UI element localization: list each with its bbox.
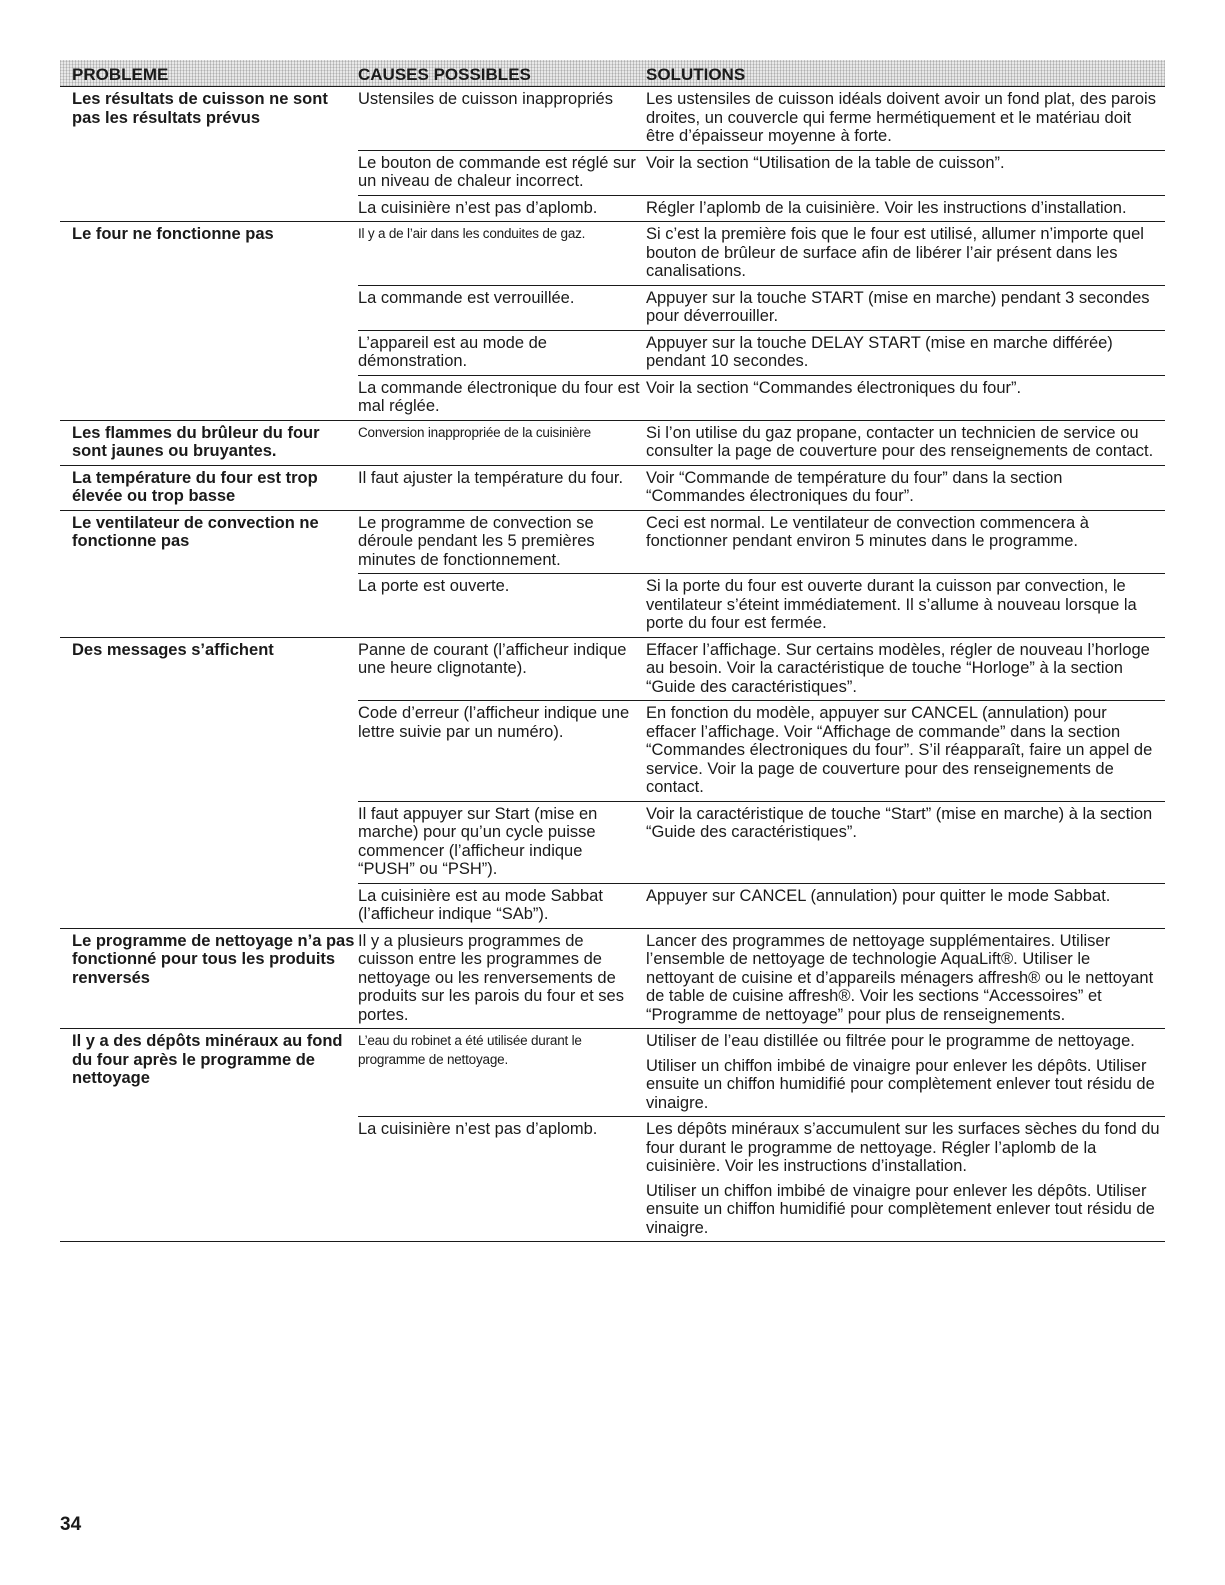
problem-cell: La température du four est trop élevée ou trop basse <box>72 468 318 505</box>
table-row <box>60 222 1165 421</box>
cause-solution-list <box>358 929 1165 1029</box>
solution-cell <box>646 225 1165 281</box>
solution-cell <box>646 1120 1165 1237</box>
solution-paragraph: Utiliser un chiffon imbibé de vinaigre pour enlever les dépôts. Utiliser ensuite un chiffon humidifié pour complètement enlever tout résidu de vinaigre. <box>646 1181 1155 1237</box>
cause-cell: Code d’erreur (l’afficheur indique une lettre suivie par un numéro). <box>358 704 630 741</box>
cause-solution-pair <box>358 150 1165 195</box>
solution-cell <box>646 90 1165 146</box>
table-row <box>60 638 1165 929</box>
cause-solution-pair <box>358 466 1165 510</box>
solution-paragraph: Utiliser de l’eau distillée ou filtrée pour le programme de nettoyage. <box>646 1032 1135 1050</box>
solution-paragraph: Appuyer sur la touche DELAY START (mise en marche différée) pendant 10 secondes. <box>646 333 1113 370</box>
cause-cell: L’eau du robinet a été utilisée durant le programme de nettoyage. <box>358 1033 582 1067</box>
cause-cell: Conversion inappropriée de la cuisinière <box>358 424 591 440</box>
solution-cell <box>646 887 1165 924</box>
cause-solution-pair <box>358 87 1165 150</box>
solution-paragraph: Les dépôts minéraux s’accumulent sur les surfaces sèches du fond du four durant le programme de nettoyage. Régler l’aplomb de la cuisinière. Voir les instructions d’installation. <box>646 1120 1160 1175</box>
solution-paragraph: Ceci est normal. Le ventilateur de convection commencera à fonctionner pendant environ 5 minutes dans le programme. <box>646 513 1089 550</box>
solution-cell <box>646 334 1165 371</box>
solution-paragraph: Appuyer sur CANCEL (annulation) pour quitter le mode Sabbat. <box>646 886 1111 905</box>
cause-solution-list <box>358 421 1165 465</box>
cause-solution-list <box>358 466 1165 510</box>
cause-solution-pair <box>358 801 1165 883</box>
solution-paragraph: En fonction du modèle, appuyer sur CANCEL (annulation) pour effacer l’affichage. Voir “Affichage de commande” dans la section “Commandes électroniques du four”. S’il réapparaît, faire un appel de service. Voir la page de couverture pour des renseignements de contact. <box>646 704 1153 796</box>
solution-cell <box>646 514 1165 570</box>
cause-solution-pair <box>358 330 1165 375</box>
cause-cell: Il y a de l’air dans les conduites de gaz. <box>358 226 586 241</box>
solution-cell <box>646 469 1165 506</box>
table-row <box>60 511 1165 638</box>
cause-solution-list <box>358 222 1165 420</box>
cause-cell: La commande électronique du four est mal réglée. <box>358 378 640 415</box>
solution-paragraph: Utiliser un chiffon imbibé de vinaigre pour enlever les dépôts. Utiliser ensuite un chiffon humidifié pour complètement enlever tout résidu de vinaigre. <box>646 1056 1155 1112</box>
cause-solution-pair <box>358 375 1165 420</box>
solution-paragraph: Voir la caractéristique de touche “Start” (mise en marche) à la section “Guide des caractéristiques”. <box>646 804 1153 841</box>
solution-cell <box>646 932 1165 1025</box>
solution-paragraph: Appuyer sur la touche START (mise en marche) pendant 3 secondes pour déverrouiller. <box>646 288 1150 325</box>
problem-cell: Le four ne fonctionne pas <box>72 225 274 243</box>
cause-solution-list <box>358 1029 1165 1241</box>
problem-cell: Il y a des dépôts minéraux au fond du four après le programme de nettoyage <box>72 1032 343 1087</box>
cause-cell: La commande est verrouillée. <box>358 288 575 307</box>
header-solutions: SOLUTIONS <box>646 65 746 84</box>
solution-paragraph: Voir “Commande de température du four” dans la section “Commandes électroniques du four”. <box>646 468 1063 505</box>
solution-cell <box>646 154 1165 191</box>
cause-cell: La cuisinière n’est pas d’aplomb. <box>358 1120 598 1138</box>
cause-solution-pair <box>358 285 1165 330</box>
troubleshooting-table <box>60 60 1165 1242</box>
solution-cell <box>646 424 1165 461</box>
cause-solution-pair <box>358 700 1165 801</box>
cause-cell: Le programme de convection se déroule pendant les 5 premières minutes de fonctionnement. <box>358 513 595 569</box>
cause-solution-pair <box>358 1116 1165 1241</box>
table-row <box>60 929 1165 1030</box>
cause-cell: La cuisinière n’est pas d’aplomb. <box>358 198 598 217</box>
cause-cell: Ustensiles de cuisson inappropriés <box>358 90 613 108</box>
solution-cell <box>646 805 1165 879</box>
solution-cell <box>646 289 1165 326</box>
problem-cell: Des messages s’affichent <box>72 640 274 659</box>
cause-solution-pair <box>358 511 1165 574</box>
solution-paragraph: Si la porte du four est ouverte durant la cuisson par convection, le ventilateur s’éteint immédiatement. Il s’allume à nouveau lorsque la porte du four est fermée. <box>646 577 1137 632</box>
table-row <box>60 421 1165 466</box>
solution-cell <box>646 641 1165 697</box>
problem-cell: Les flammes du brûleur du four sont jaunes ou bruyantes. <box>72 423 320 460</box>
cause-solution-list <box>358 638 1165 928</box>
table-row <box>60 87 1165 222</box>
cause-cell: La porte est ouverte. <box>358 577 510 595</box>
cause-solution-pair <box>358 883 1165 928</box>
cause-solution-pair <box>358 1029 1165 1116</box>
solution-paragraph: Voir la section “Utilisation de la table de cuisson”. <box>646 153 1005 172</box>
solution-paragraph: Si l’on utilise du gaz propane, contacter un technicien de service ou consulter la page de couverture pour des renseignements de contact. <box>646 423 1154 460</box>
cause-cell: L’appareil est au mode de démonstration. <box>358 333 547 370</box>
solution-cell <box>646 379 1165 416</box>
problem-cell: Les résultats de cuisson ne sont pas les résultats prévus <box>72 90 328 127</box>
cause-cell: Panne de courant (l’afficheur indique une heure clignotante). <box>358 640 627 677</box>
solution-cell <box>646 1032 1165 1112</box>
cause-solution-pair <box>358 573 1165 637</box>
problem-cell: Le ventilateur de convection ne fonctionne pas <box>72 513 319 550</box>
table-header <box>60 60 1165 87</box>
solution-paragraph: Lancer des programmes de nettoyage supplémentaires. Utiliser l’ensemble de nettoyage de technologie AquaLift®. Utiliser le nettoyant de cuisine et d’appareils ménagers affresh® ou le nettoyant de table de cuisine affresh®. Voir les sections “Accessoires” et “Programme de nettoyage” pour plus de renseignements. <box>646 931 1154 1024</box>
cause-cell: Le bouton de commande est réglé sur un niveau de chaleur incorrect. <box>358 153 636 190</box>
cause-cell: Il y a plusieurs programmes de cuisson entre les programmes de nettoyage ou les renversements de produits sur les parois du four et ses portes. <box>358 931 624 1024</box>
cause-solution-pair <box>358 638 1165 701</box>
cause-cell: Il faut appuyer sur Start (mise en marche) pour qu’un cycle puisse commencer (l’afficheur indique “PUSH” ou “PSH”). <box>358 804 598 878</box>
cause-solution-list <box>358 511 1165 637</box>
solution-paragraph: Voir la section “Commandes électroniques du four”. <box>646 378 1022 397</box>
solution-cell <box>646 199 1165 218</box>
solution-paragraph: Si c’est la première fois que le four est utilisé, allumer n’importe quel bouton de brûleur de surface afin de libérer l’air présent dans les canalisations. <box>646 225 1144 280</box>
cause-solution-pair <box>358 222 1165 285</box>
solution-paragraph: Effacer l’affichage. Sur certains modèles, régler de nouveau l’horloge au besoin. Voir la caractéristique de touche “Horloge” à la section “Guide des caractéristiques”. <box>646 640 1150 696</box>
solution-cell <box>646 704 1165 797</box>
cause-cell: La cuisinière est au mode Sabbat (l’afficheur indique “SAb”). <box>358 886 603 923</box>
page-number: 34 <box>60 1514 82 1535</box>
cause-solution-list <box>358 87 1165 221</box>
solution-cell <box>646 577 1165 633</box>
table-row <box>60 1029 1165 1242</box>
solution-paragraph: Les ustensiles de cuisson idéals doivent avoir un fond plat, des parois droites, un couvercle qui ferme hermétiquement et le matériau doit être d’épaisseur moyenne à forte. <box>646 90 1156 145</box>
cause-solution-pair <box>358 421 1165 465</box>
solution-paragraph: Régler l’aplomb de la cuisinière. Voir les instructions d’installation. <box>646 198 1127 217</box>
header-causes: CAUSES POSSIBLES <box>358 65 531 84</box>
problem-cell: Le programme de nettoyage n’a pas fonctionné pour tous les produits renversés <box>72 931 355 987</box>
header-problem: PROBLEME <box>72 65 169 84</box>
table-body <box>60 87 1165 1242</box>
cause-solution-pair <box>358 195 1165 222</box>
table-row <box>60 466 1165 511</box>
cause-cell: Il faut ajuster la température du four. <box>358 468 624 487</box>
cause-solution-pair <box>358 929 1165 1029</box>
